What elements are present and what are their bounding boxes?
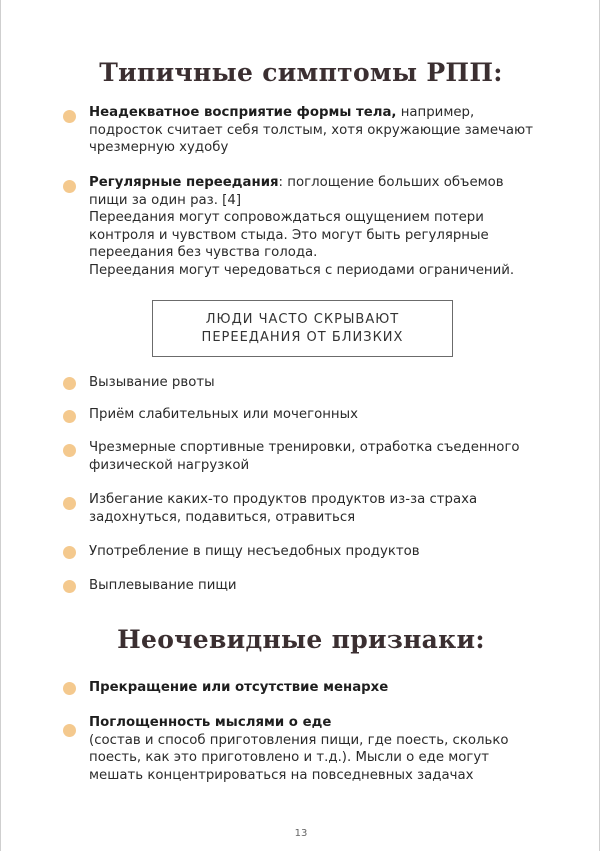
bullet-dot [63, 410, 76, 423]
symptom-overeating [89, 174, 544, 279]
bullet-dot [63, 110, 76, 123]
symptom-inedible: Употребление в пищу несъедобных продуктов [89, 544, 420, 559]
symptom-body-perception-title: Неадекватное восприятие формы тела, [89, 105, 397, 120]
symptom-overeating-detail: Переедания могут сопровождаться ощущением потери контроля и чувством стыда. Это могут быть регулярные переедания без чувства голода. [89, 210, 489, 260]
bullet-dot [63, 682, 76, 695]
bullet-dot [63, 444, 76, 457]
page-number: 13 [294, 828, 308, 839]
bullet-dot [63, 724, 76, 737]
bullet-dot [63, 546, 76, 559]
symptom-overeating-alternation: Переедания могут чередоваться с периодами ограничений. [89, 262, 515, 278]
symptom-exercise: Чрезмерные спортивные тренировки, отработка съеденного физической нагрузкой [89, 440, 520, 473]
heading-typical-symptoms: Типичные симптомы РПП: [99, 58, 503, 87]
callout-box [152, 300, 453, 357]
callout-line-2: ПЕРЕЕДАНИЯ ОТ БЛИЗКИХ [201, 330, 404, 345]
symptom-overeating-text: : поглощение больших объемов пищи за один раз. [4] [89, 175, 504, 208]
symptom-spitting: Выплевывание пищи [89, 578, 237, 593]
symptom-body-perception-text: например, подросток считает себя толстым, хотя окружающие замечают чрезмерную худобу [89, 105, 533, 155]
callout-line-1: ЛЮДИ ЧАСТО СКРЫВАЮТ [205, 312, 400, 327]
bullet-dot [63, 497, 76, 510]
symptom-body-perception [89, 104, 544, 157]
sign-menarche [89, 679, 544, 697]
heading-non-obvious-signs: Неочевидные признаки: [117, 625, 485, 654]
symptom-vomiting: Вызывание рвоты [89, 375, 215, 390]
bullet-dot [63, 580, 76, 593]
symptom-food-avoidance: Избегание каких-то продуктов продуктов из-за страха задохнуться, подавиться, отравиться [89, 492, 478, 525]
bullet-dot [63, 377, 76, 390]
symptom-overeating-title: Регулярные переедания [89, 175, 279, 190]
sign-food-preoccupation-text: (состав и способ приготовления пищи, где поесть, сколько поесть, как это приготовлено и т.д.). Мысли о еде могут мешать концентрироваться на повседневных задачах [89, 732, 509, 783]
sign-menarche-title: Прекращение или отсутствие менархе [89, 680, 389, 695]
bullet-dot [63, 180, 76, 193]
symptom-laxatives: Приём слабительных или мочегонных [89, 407, 358, 422]
sign-food-preoccupation-title: Поглощенность мыслями о еде [89, 715, 332, 730]
sign-food-preoccupation [89, 714, 544, 784]
